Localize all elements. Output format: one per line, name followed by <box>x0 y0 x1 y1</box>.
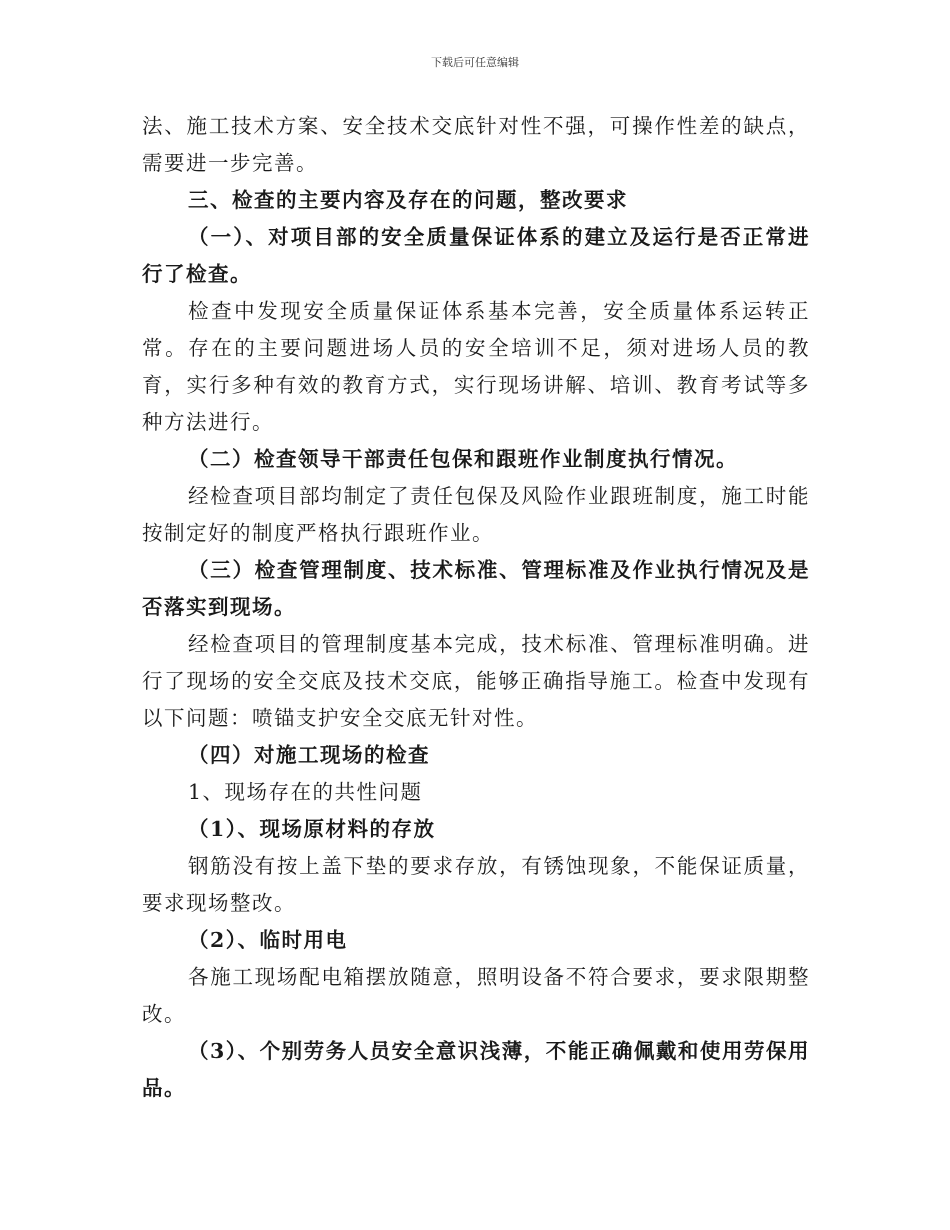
subsection-heading-3: （三）检查管理制度、技术标准、管理标准及作业执行情况及是否落实到现场。 <box>142 558 810 619</box>
item-heading-1: 1、现场存在的共性问题 <box>188 780 423 804</box>
item-heading-1-1: （1）、现场原材料的存放 <box>188 817 436 841</box>
paragraph-2: 检查中发现安全质量保证体系基本完善，安全质量体系运转正常。存在的主要问题进场人员的安全培训不足，须对进场人员的教育，实行多种有效的教育方式，实行现场讲解、培训、教育考试等多种方法进行。 <box>142 299 810 434</box>
paragraph-3: 经检查项目部均制定了责任包保及风险作业跟班制度，施工时能按制定好的制度严格执行跟班作业。 <box>142 484 810 545</box>
subsection-heading-4: （四）对施工现场的检查 <box>188 743 430 767</box>
subsection-heading-2: （二）检查领导干部责任包保和跟班作业制度执行情况。 <box>188 447 738 471</box>
paragraph-1: 法、施工技术方案、安全技术交底针对性不强，可操作性差的缺点，需要进一步完善。 <box>142 114 810 175</box>
document-body <box>142 108 810 1107</box>
paragraph-4: 经检查项目的管理制度基本完成，技术标准、管理标准明确。进行了现场的安全交底及技术交底，能够正确指导施工。检查中发现有以下问题：喷锚支护安全交底无针对性。 <box>142 632 810 730</box>
subsection-heading-1: （一）、对项目部的安全质量保证体系的建立及运行是否正常进行了检查。 <box>142 225 810 286</box>
page-header: 下载后可任意编辑 <box>431 56 519 69</box>
item-heading-1-2: （2）、临时用电 <box>188 928 348 952</box>
paragraph-5: 钢筋没有按上盖下垫的要求存放，有锈蚀现象，不能保证质量，要求现场整改。 <box>142 854 810 915</box>
paragraph-6: 各施工现场配电箱摆放随意，照明设备不符合要求，要求限期整改。 <box>142 965 810 1026</box>
item-heading-1-3: （3）、个别劳务人员安全意识浅薄，不能正确佩戴和使用劳保用品。 <box>142 1039 810 1100</box>
section-heading-3: 三、检查的主要内容及存在的问题，整改要求 <box>188 188 628 212</box>
